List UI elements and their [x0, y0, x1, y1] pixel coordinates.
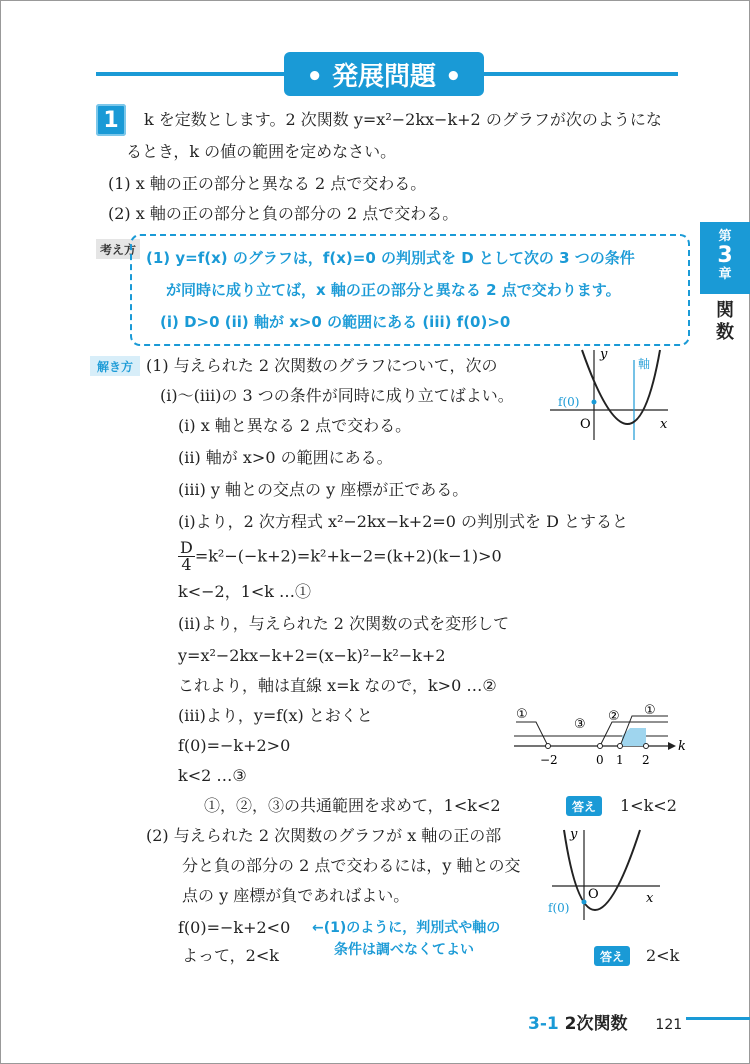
- sol-l7: [178, 540, 502, 573]
- sol-l14: k<2 …③: [178, 766, 247, 785]
- graph1-x-label: x: [660, 417, 668, 432]
- numline-point-0: [598, 744, 603, 749]
- graph2-x-label: x: [646, 891, 654, 906]
- footer-chapter: 3-1: [528, 1014, 559, 1034]
- problem-q1: (1) x 軸の正の部分と異なる 2 点で交わる。: [108, 174, 427, 193]
- fraction-d-over-4: [178, 540, 195, 573]
- graph2-parabola: [564, 830, 640, 910]
- problem-line-1: k を定数とします。2 次関数 y=x²−2kx−k+2 のグラフが次のようにな: [144, 110, 662, 129]
- note-line-1: ←(1)のように，判別式や軸の: [312, 920, 501, 936]
- answer-1: 1<k<2: [620, 796, 677, 815]
- answer-2: 2<k: [646, 946, 680, 965]
- frac-num: D: [180, 538, 193, 557]
- problem-q2: (2) x 軸の正の部分と負の部分の 2 点で交わる。: [108, 204, 459, 223]
- page-number: 121: [655, 1017, 683, 1033]
- sol-l10: y=x²−2kx−k+2=(x−k)²−k²−k+2: [178, 646, 446, 665]
- sol-l3: (i) x 軸と異なる 2 点で交わる。: [178, 416, 412, 435]
- numline-tick-m2: −2: [540, 753, 558, 767]
- footer-name: 2次関数: [564, 1014, 628, 1034]
- numline-k-label: k: [678, 739, 686, 754]
- sol-l7-rest: =k²−(−k+2)=k²+k−2=(k+2)(k−1)>0: [194, 546, 502, 566]
- graph1-f0-point: [592, 400, 597, 405]
- numline-point-2: [644, 744, 649, 749]
- problem-line-2: るとき，k の値の範囲を定めなさい。: [126, 142, 397, 161]
- sol-m4: f(0)=−k+2<0: [178, 918, 291, 937]
- sol-l9: (ii)より，与えられた 2 次関数の式を変形して: [178, 614, 510, 633]
- tab-number: 3: [717, 243, 733, 268]
- chapter-title-2: 数: [716, 322, 734, 343]
- sol-l5: (iii) y 軸との交点の y 座標が正である。: [178, 480, 469, 499]
- problem-number: 1: [96, 104, 126, 136]
- graph2-f0-point: [582, 900, 587, 905]
- chapter-title-1: 関: [716, 300, 734, 321]
- answer-label-1: 答え: [566, 796, 602, 816]
- title-rule-right: [484, 72, 678, 76]
- sol-l11: これより，軸は直線 x=k なので，k>0 …②: [178, 676, 497, 695]
- numline-point-m2: [546, 744, 551, 749]
- hint-label: 考え方: [96, 239, 140, 259]
- title-rule-left: [96, 72, 284, 76]
- sol-l6: (i)より，2 次方程式 x²−2kx−k+2=0 の判別式を D とすると: [178, 512, 629, 531]
- sol-m3: 点の y 座標が負であればよい。: [182, 886, 410, 905]
- sol-l4: (ii) 軸が x>0 の範囲にある。: [178, 448, 393, 467]
- graph2-y-label: y: [570, 827, 578, 842]
- note-line-2: 条件は調べなくてよい: [334, 942, 474, 958]
- answer-label-2: 答え: [594, 946, 630, 966]
- chapter-tab: [700, 222, 750, 294]
- sol-l13: f(0)=−k+2>0: [178, 736, 291, 755]
- graph-1: [546, 346, 686, 442]
- footer: [528, 1009, 682, 1034]
- numline-label-2: ②: [608, 709, 620, 724]
- section-title: • 発展問題 •: [284, 52, 484, 96]
- graph2-f0-label: f(0): [548, 901, 570, 915]
- chapter-title: [710, 300, 740, 344]
- numline-tick-0: 0: [596, 753, 604, 767]
- sol-m5: よって，2<k: [182, 946, 279, 965]
- graph-2: [548, 826, 676, 922]
- footer-rule: [686, 1017, 750, 1020]
- sol-l8: k<−2，1<k …①: [178, 582, 312, 601]
- hint-line-3: (i) D>0 (ii) 軸が x>0 の範囲にある (iii) f(0)>0: [160, 313, 511, 331]
- numline-arrow: [668, 742, 676, 750]
- hint-line-2: が同時に成り立てば，x 軸の正の部分と異なる 2 点で交わります。: [166, 281, 621, 299]
- numline-tick-2: 2: [642, 753, 650, 767]
- numline-label-1a: ①: [516, 707, 528, 722]
- graph1-origin: O: [580, 417, 591, 432]
- numline-label-3: ③: [574, 717, 586, 732]
- frac-den: 4: [181, 555, 192, 574]
- sol-l15: ①，②，③の共通範囲を求めて，1<k<2: [204, 796, 501, 815]
- solution-label: 解き方: [90, 356, 140, 376]
- tab-sho: 章: [718, 267, 732, 282]
- number-line: [512, 700, 688, 770]
- sol-l1: (1) 与えられた 2 次関数のグラフについて，次の: [146, 356, 498, 375]
- hint-line-1: (1) y=f(x) のグラフは，f(x)=0 の判別式を D として次の 3 つの条件: [146, 249, 635, 267]
- graph1-y-label: y: [600, 347, 608, 362]
- numline-point-1: [618, 744, 623, 749]
- numline-region-1-left: [516, 722, 548, 746]
- numline-label-1b: ①: [644, 703, 656, 718]
- graph2-origin: O: [588, 887, 599, 902]
- numline-tick-1: 1: [616, 753, 624, 767]
- sol-l2: (i)〜(iii)の 3 つの条件が同時に成り立てばよい。: [160, 386, 514, 405]
- graph1-f0-label: f(0): [558, 395, 580, 409]
- sol-m1: (2) 与えられた 2 次関数のグラフが x 軸の正の部: [146, 826, 502, 845]
- graph1-axis-label: 軸: [638, 357, 651, 371]
- sol-m2: 分と負の部分の 2 点で交わるには，y 軸との交: [182, 856, 521, 875]
- tab-dai: 第: [718, 229, 732, 244]
- sol-l12: (iii)より，y=f(x) とおくと: [178, 706, 373, 725]
